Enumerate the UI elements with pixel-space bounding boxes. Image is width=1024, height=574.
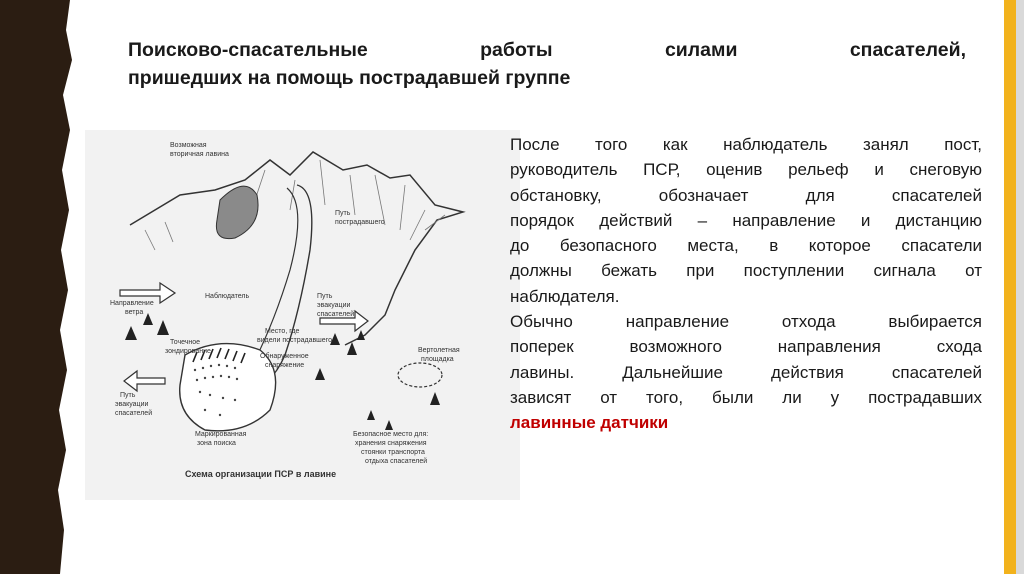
label-last-seen-1: Место, где (265, 328, 300, 335)
body-text (510, 132, 982, 436)
label-wind-2: ветра (125, 309, 144, 316)
label-evac-right-2: эвакуации (317, 302, 351, 309)
label-safe-3: стоянки транспорта (361, 449, 425, 456)
label-heli-2: площадка (421, 356, 454, 363)
scheme-drawing (85, 130, 520, 500)
secondary-avalanche-zone (216, 186, 258, 239)
avalanche-beacons-highlight: лавинные датчики (510, 413, 669, 433)
edge-stripe (1016, 0, 1024, 574)
avalanche-rescue-scheme (85, 130, 520, 500)
label-zone-1: Маркированная (195, 431, 247, 438)
paragraph-1 (510, 132, 982, 309)
p2-line: поперек возможного направления схода (510, 337, 982, 357)
label-observer: Наблюдатель (205, 293, 250, 300)
label-evac-left-3: спасателей (115, 410, 153, 417)
title-line-2: пришедших на помощь пострадавшей группе (128, 67, 571, 89)
torn-edge-decoration (0, 0, 80, 574)
p1-line: руководитель ПСР, оценив рельеф и снеговую (510, 160, 982, 180)
label-safe-4: отдыха спасателей (365, 458, 428, 465)
label-last-seen-2: видели пострадавшего (257, 337, 332, 344)
label-safe-2: хранения снаряжения (355, 440, 427, 447)
p1-line: порядок действий – направление и дистанцию (510, 210, 982, 230)
p1-line: до безопасного места, в которое спасатели (510, 236, 982, 256)
label-victims-path-2: пострадавшего (335, 219, 385, 226)
helipad (398, 363, 442, 387)
p1-line: должны бежать при поступлении сигнала от (510, 261, 982, 281)
p2-line: лавины. Дальнейшие действия спасателей (510, 362, 982, 382)
label-point-probe-2: зондирование (165, 348, 211, 355)
label-heli-1: Вертолетная (418, 347, 460, 354)
title-line-1: Поисково-спасательные работы силами спасателей, (128, 39, 966, 61)
label-secondary-avalanche-2: вторичная лавина (170, 151, 229, 158)
label-evac-left-2: эвакуации (115, 401, 149, 408)
label-evac-left-1: Путь (120, 392, 136, 399)
evac-left-arrow (124, 371, 165, 391)
label-evac-right-3: спасателей (317, 311, 355, 318)
mountain-hatch (145, 160, 445, 250)
p1-line: обстановку, обозначает для спасателей (510, 185, 982, 205)
label-evac-right-1: Путь (317, 293, 333, 300)
label-zone-2: зона поиска (197, 440, 236, 447)
label-victims-path-1: Путь (335, 210, 351, 217)
paragraph-2 (510, 309, 982, 435)
label-found-gear-1: Обнаруженное (260, 353, 309, 360)
label-safe-1: Безопасное место для: (353, 431, 429, 438)
label-wind-1: Направление (110, 300, 154, 307)
label-secondary-avalanche-1: Возможная (170, 142, 207, 149)
p1-line: наблюдателя. (510, 286, 620, 306)
label-point-probe-1: Точечное (170, 339, 201, 346)
p1-line: После того как наблюдатель занял пост, (510, 135, 982, 154)
figure-caption: Схема организации ПСР в лавине (185, 469, 337, 479)
label-found-gear-2: снаряжение (265, 362, 305, 369)
p2-line: Обычно направление отхода выбирается (510, 312, 982, 332)
p2-line: зависят от того, были ли у пострадавших (510, 387, 982, 407)
accent-stripe (1004, 0, 1016, 574)
slide-title (128, 36, 966, 92)
